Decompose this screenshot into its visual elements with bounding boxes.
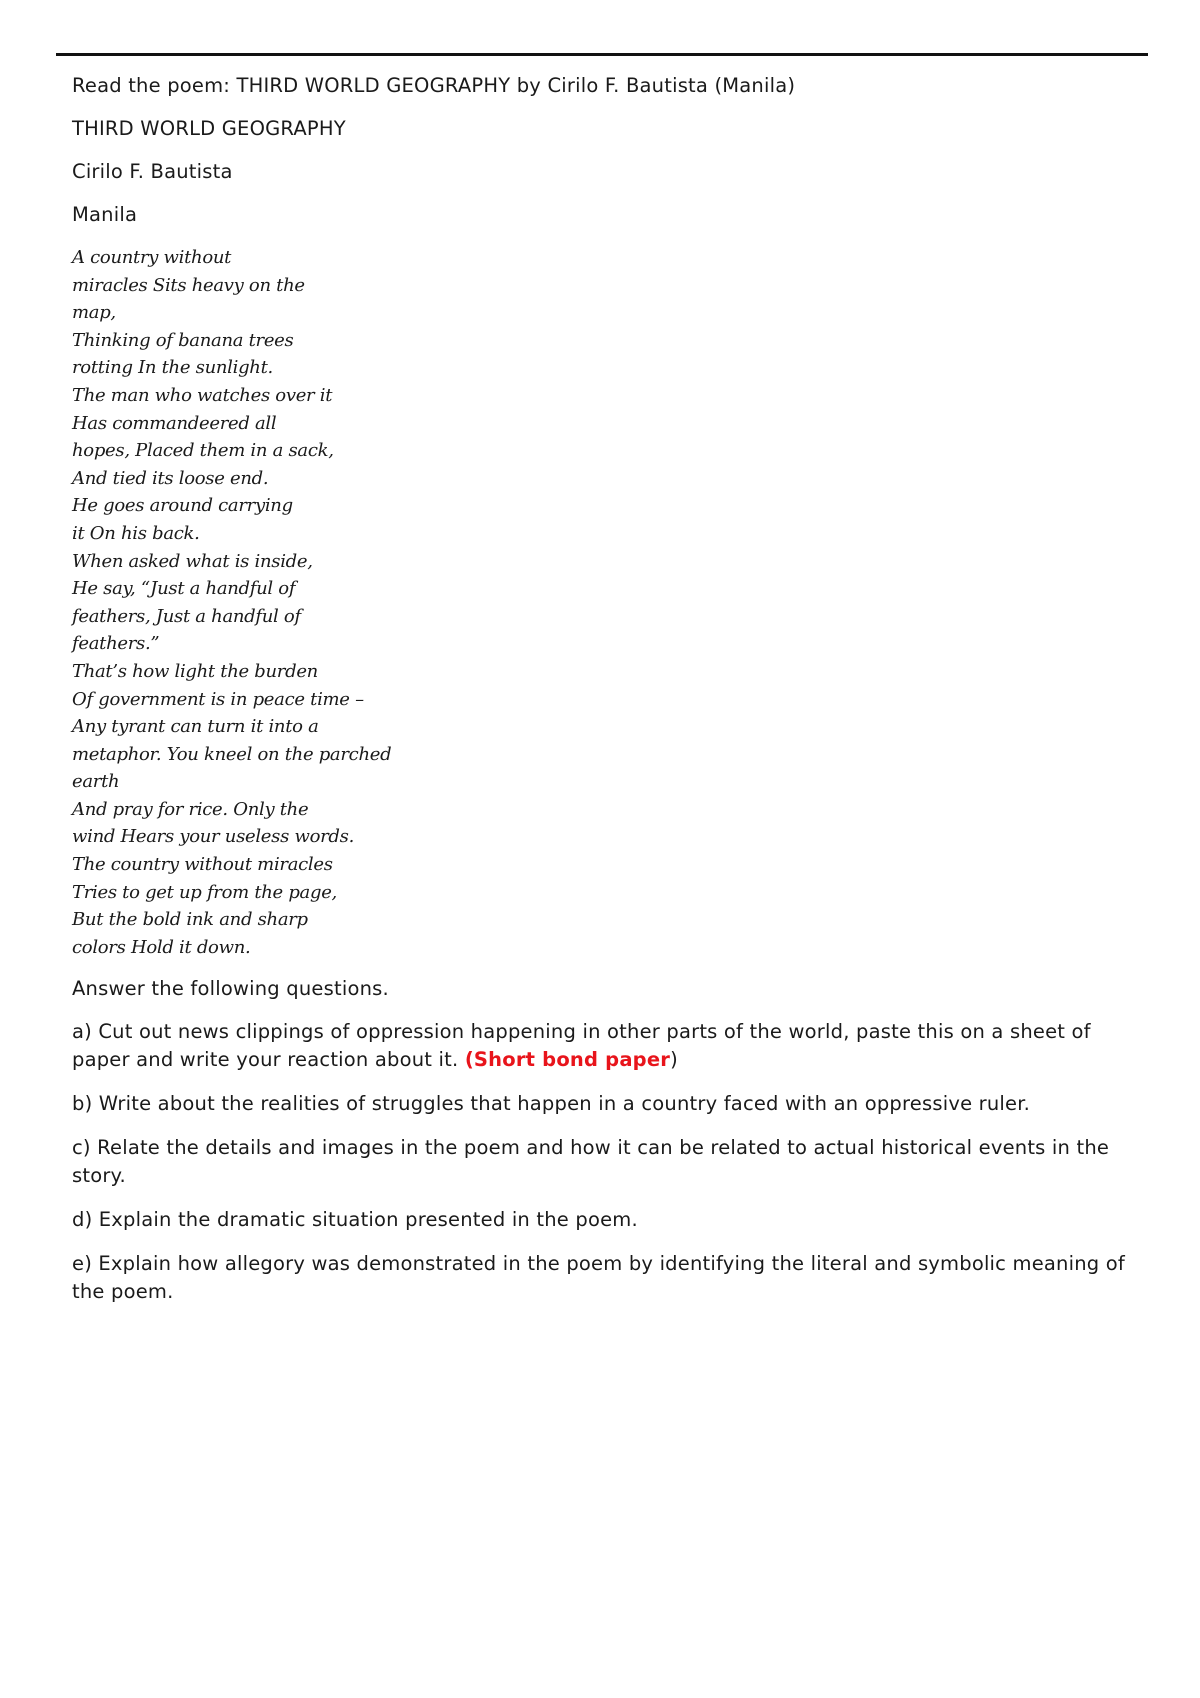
poem-line: The man who watches over it (72, 384, 333, 406)
poem-line: Has commandeered all (72, 412, 277, 434)
poem-author: Cirilo F. Bautista (72, 160, 233, 183)
top-rule (56, 53, 1148, 56)
poem-line: hopes, Placed them in a sack, (72, 440, 334, 462)
poem-line: But the bold ink and sharp (72, 909, 308, 931)
question-d: d) Explain the dramatic situation presented in the poem. (72, 1208, 638, 1232)
poem-line: earth (72, 771, 120, 793)
poem-line: wind Hears your useless words. (72, 826, 354, 848)
document-body (72, 72, 1132, 1322)
poem-place: Manila (72, 203, 138, 226)
poem-line: feathers, Just a handful of (72, 605, 301, 627)
poem-line: it On his back. (72, 522, 200, 544)
short-bond-paper-note: (Short bond paper (464, 1048, 671, 1072)
instructions: Answer the following questions. (72, 977, 389, 1001)
poem-line: Any tyrant can turn it into a (72, 716, 319, 738)
poem-title: THIRD WORLD GEOGRAPHY (72, 117, 346, 140)
question-b: b) Write about the realities of struggles that happen in a country faced with an oppressive ruler. (72, 1092, 1031, 1116)
poem-line: And tied its loose end. (72, 467, 269, 489)
question-a-close: ) (670, 1048, 678, 1072)
poem-line: metaphor. You kneel on the parched (72, 743, 392, 765)
poem-line: miracles Sits heavy on the (72, 274, 305, 296)
poem-line: feathers.” (72, 633, 160, 655)
poem-line: The country without miracles (72, 854, 333, 876)
question-e: e) Explain how allegory was demonstrated in the poem by identifying the literal and symbolic meaning of the poem. (72, 1252, 1125, 1304)
poem-line: colors Hold it down. (72, 936, 251, 958)
question-a-text: a) Cut out news clippings of oppression happening in other parts of the world, paste this on a sheet of paper and write your reaction about it. (72, 1020, 1091, 1072)
poem-line: Thinking of banana trees (72, 329, 294, 351)
poem-line: That’s how light the burden (72, 660, 318, 682)
poem-line: A country without (72, 247, 232, 268)
poem-text (72, 244, 1132, 961)
poem-line: He goes around carrying (72, 495, 293, 517)
intro-line: Read the poem: THIRD WORLD GEOGRAPHY by Cirilo F. Bautista (Manila) (72, 74, 796, 97)
poem-line: map, (72, 302, 116, 324)
question-c: c) Relate the details and images in the poem and how it can be related to actual historical events in the story. (72, 1136, 1110, 1188)
poem-line: He say, “Just a handful of (72, 578, 296, 600)
question-a (72, 1018, 1132, 1074)
poem-line: Tries to get up from the page, (72, 881, 337, 903)
poem-line: When asked what is inside, (72, 550, 313, 572)
poem-line: And pray for rice. Only the (72, 798, 309, 820)
poem-line: Of government is in peace time – (72, 688, 364, 710)
poem-line: rotting In the sunlight. (72, 357, 273, 379)
